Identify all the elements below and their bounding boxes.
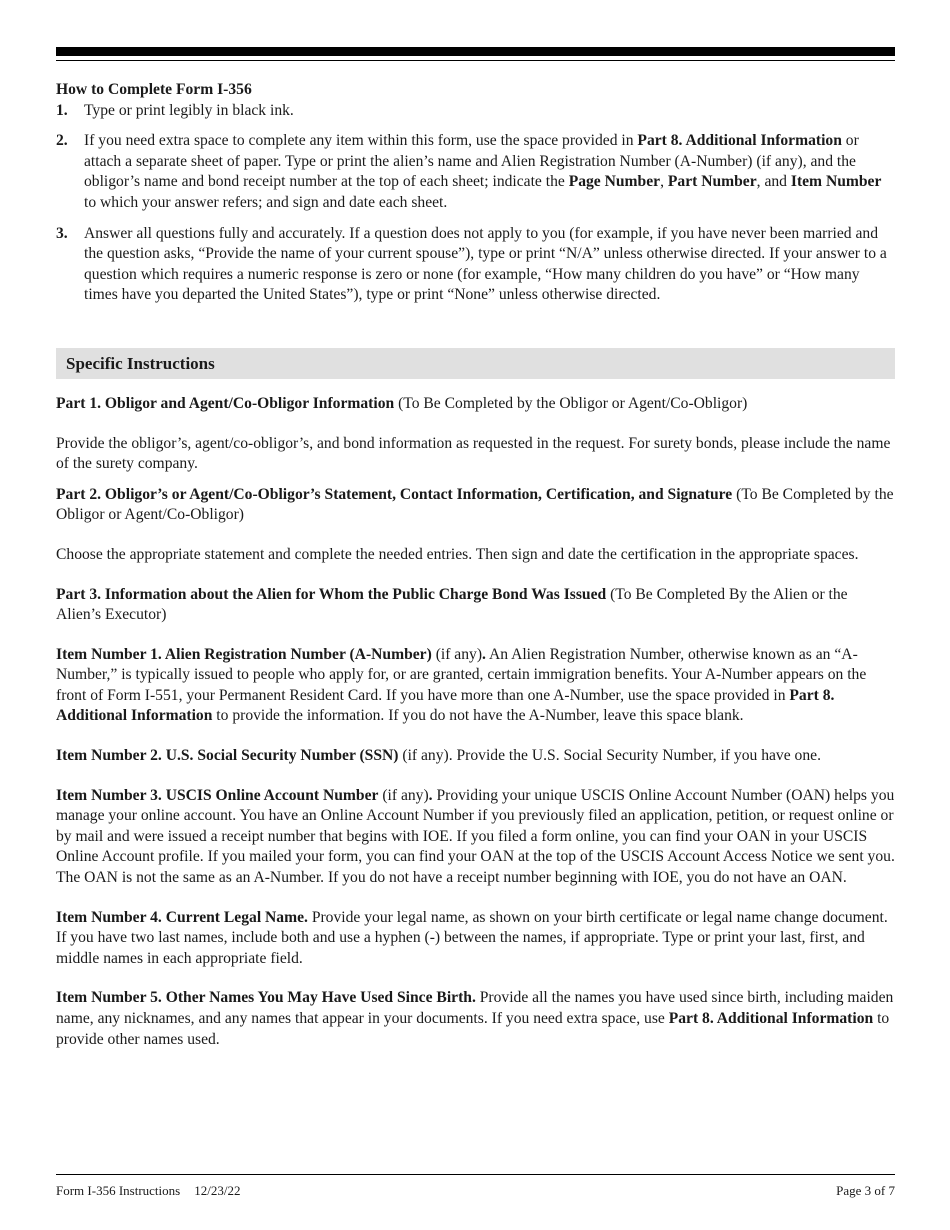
item-text: Providing your unique USCIS Online Account Number (OAN) helps you manage your online account. You have an Online Account Number if you previously filed an application, petition, or request online or by mail and were issued a receipt number that begins with IOE. If you filed a form online, you can find your OAN in your USCIS Online Account profile. If you mailed your form, you can find your OAN at the top of the USCIS Account Access Notice we sent you. The OAN is not the same as an A-Number. If you do not have a receipt number beginning with IOE, you do not have an OAN.	[56, 786, 895, 887]
item-text: Provide all the names you have used since birth, including maiden name, any nicknames, and any names that appear in your documents. If you need extra space, use	[56, 989, 894, 1027]
part-note: (To Be Completed by the Obligor or Agent/Co-Obligor)	[56, 485, 894, 524]
item-dot: .	[482, 645, 486, 663]
item4-paragraph	[56, 908, 895, 970]
part-note: (To Be Completed by the Obligor or Agent/Co-Obligor)	[394, 394, 748, 412]
part2-heading	[56, 485, 895, 526]
item-title: Item Number 2. U.S. Social Security Number (SSN)	[56, 747, 399, 765]
footer-rule	[56, 1174, 895, 1175]
item-text: Provide your legal name, as shown on your birth certificate or legal name change document. If you have two last names, include both and use a hyphen (-) between the names, if appropriate. Type or print your last, first, and middle names in each appropriate field.	[56, 908, 888, 967]
step-text: , and	[756, 173, 791, 191]
part3-heading	[56, 585, 895, 626]
step-bold: Item Number	[790, 173, 882, 191]
part-title: Part 1. Obligor and Agent/Co-Obligor Information	[56, 394, 395, 412]
step-bold: Page Number	[568, 173, 661, 191]
item-text: (if any)	[378, 786, 429, 804]
item3-paragraph	[56, 786, 895, 889]
part-title: Part 2. Obligor’s or Agent/Co-Obligor’s Statement, Contact Information, Certification, and Signature	[56, 485, 733, 503]
item-text: (if any). Provide the U.S. Social Security Number, if you have one.	[398, 747, 821, 765]
step-bold: Part 8. Additional Information	[637, 132, 842, 150]
step-text: Answer all questions fully and accurately. If a question does not apply to you (for example, if you have never been married and the question asks, “Provide the name of your current spouse”), type or print “N/A” unless otherwise directed. If your answer to a question which requires a numeric response is zero or none (for example, “How many children do you have” or “How many times have you departed the United States”), type or print “None” unless otherwise directed.	[84, 224, 887, 304]
step-text: Type or print legibly in black ink.	[84, 101, 294, 119]
part2-body: Choose the appropriate statement and complete the needed entries. Then sign and date the certification in the appropriate spaces.	[56, 545, 859, 563]
step-number: 3.	[56, 224, 68, 242]
part1-body: Provide the obligor’s, agent/co-obligor’s, and bond information as requested in the request. For surety bonds, please include the name of the surety company.	[56, 434, 891, 473]
item-text: An Alien Registration Number, otherwise known as an “A-Number,” is typically issued to people who apply for, or are granted, certain immigration benefits. Your A-Number appears on the front of Form I-551, your Permanent Resident Card. If you have more than one A-Number, use the space provided in	[56, 645, 867, 704]
footer-page-number: Page 3 of 7	[836, 1183, 895, 1198]
steps-list	[56, 101, 895, 306]
step-1	[56, 101, 895, 122]
footer-form-name: Form I-356 Instructions	[56, 1183, 181, 1198]
step-number: 2.	[56, 132, 68, 150]
item-title: Item Number 3. USCIS Online Account Number	[56, 786, 379, 804]
how-to-heading: How to Complete Form I-356	[56, 81, 252, 98]
item5-paragraph	[56, 988, 895, 1050]
part-note: (To Be Completed By the Alien or the Alien’s Executor)	[56, 585, 848, 624]
item-title: Item Number 5. Other Names You May Have Used Since Birth.	[56, 989, 476, 1007]
item-title: Item Number 4. Current Legal Name.	[56, 908, 308, 926]
item-title: Item Number 1. Alien Registration Number (A-Number)	[56, 645, 432, 663]
item2-paragraph	[56, 746, 895, 767]
step-text: or attach a separate sheet of paper. Type or print the alien’s name and Alien Registration Number (A-Number) (if any), and the obligor’s name and bond receipt number at the top of each sheet; indicate the	[84, 132, 859, 191]
item-text: to provide the information. If you do not have the A-Number, leave this space blank.	[212, 707, 744, 725]
item-bold: Part 8. Additional Information	[56, 686, 835, 725]
header-thin-rule	[56, 60, 895, 61]
item-text: (if any)	[431, 645, 483, 663]
step-number: 1.	[56, 101, 68, 119]
item1-paragraph	[56, 645, 895, 727]
item-dot: .	[428, 786, 433, 804]
step-text: If you need extra space to complete any item within this form, use the space provided in	[84, 132, 638, 150]
part-title: Part 3. Information about the Alien for Whom the Public Charge Bond Was Issued	[56, 585, 607, 603]
step-bold: Part Number	[667, 173, 757, 191]
part1-heading	[56, 394, 895, 415]
step-text: to which your answer refers; and sign and date each sheet.	[84, 193, 448, 211]
item-text: to provide other names used.	[56, 1010, 890, 1048]
page-content	[56, 80, 895, 1069]
item-bold: Part 8. Additional Information	[668, 1010, 874, 1027]
footer-form-info	[56, 1183, 240, 1199]
step-2	[56, 131, 895, 213]
step-text: ,	[660, 173, 668, 191]
footer-edition-date: 12/23/22	[194, 1183, 241, 1198]
step-3	[56, 224, 895, 306]
header-thick-rule	[56, 47, 895, 56]
specific-instructions-heading: Specific Instructions	[56, 348, 895, 379]
